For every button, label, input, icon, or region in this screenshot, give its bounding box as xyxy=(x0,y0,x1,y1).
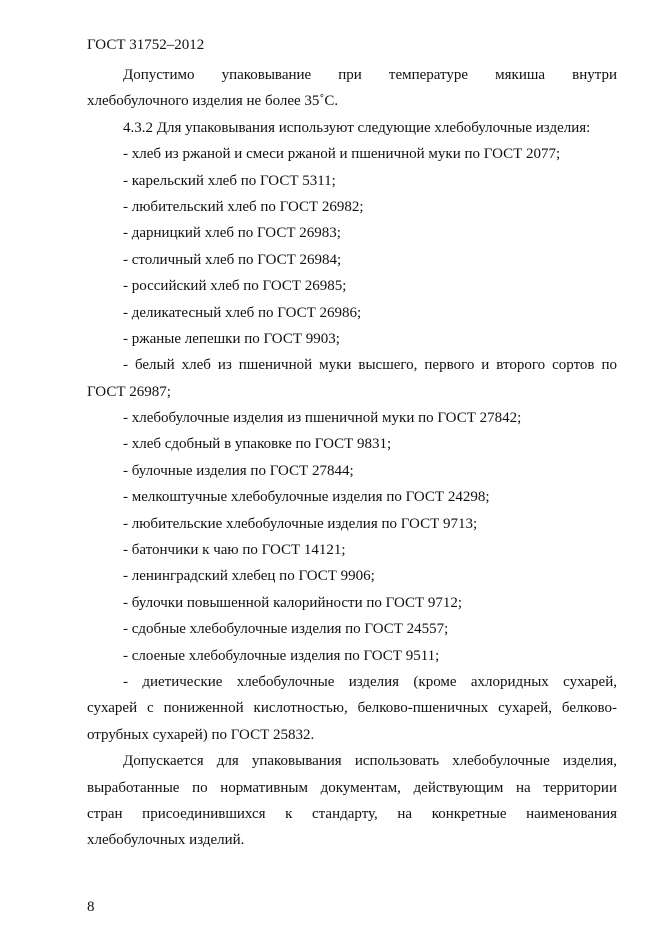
list-item: - батончики к чаю по ГОСТ 14121; xyxy=(123,542,346,559)
list-item: - ленинградский хлебец по ГОСТ 9906; xyxy=(123,568,375,585)
list-item: - сдобные хлебобулочные изделия по ГОСТ 24557; xyxy=(123,621,449,638)
list-item: - деликатесный хлеб по ГОСТ 26986; xyxy=(123,304,362,321)
list-item: - российский хлеб по ГОСТ 26985; xyxy=(123,278,347,295)
list-item: - столичный хлеб по ГОСТ 26984; xyxy=(123,251,342,268)
list-item: - ржаные лепешки по ГОСТ 9903; xyxy=(123,330,340,347)
list-item: - булочные изделия по ГОСТ 27844; xyxy=(123,462,354,479)
paragraph-line: Допускается для упаковывания использовать хлебобулочные изделия, xyxy=(123,753,617,770)
list-item: - мелкоштучные хлебобулочные изделия по ГОСТ 24298; xyxy=(123,489,490,506)
list-item-continuation: ГОСТ 26987; xyxy=(87,383,171,400)
document-code-header: ГОСТ 31752–2012 xyxy=(87,37,205,53)
section-heading-line: 4.3.2 Для упаковывания используют следующие хлебобулочные изделия: xyxy=(123,119,591,136)
list-item: - любительские хлебобулочные изделия по ГОСТ 9713; xyxy=(123,515,478,532)
document-body xyxy=(87,62,617,854)
list-item: - белый хлеб из пшеничной муки высшего, первого и второго сортов по xyxy=(123,357,617,374)
paragraph-line: Допустимо упаковывание при температуре мякиша внутри xyxy=(123,67,617,83)
list-item: - хлеб сдобный в упаковке по ГОСТ 9831; xyxy=(123,436,392,453)
list-item-continuation: сухарей с пониженной кислотностью, белково-пшеничных сухарей, белково- xyxy=(87,700,617,717)
list-item: - хлеб из ржаной и смеси ржаной и пшеничной муки по ГОСТ 2077; xyxy=(123,146,561,163)
list-item: - любительский хлеб по ГОСТ 26982; xyxy=(123,198,364,215)
paragraph-line: хлебобулочного изделия не более 35˚С. xyxy=(87,93,339,110)
paragraph-line: выработанные по нормативным документам, действующим на территории xyxy=(87,779,617,796)
list-item-continuation: отрубных сухарей) по ГОСТ 25832. xyxy=(87,726,315,743)
list-item: - булочки повышенной калорийности по ГОСТ 9712; xyxy=(123,594,463,611)
page-number: 8 xyxy=(87,899,95,915)
list-item: - карельский хлеб по ГОСТ 5311; xyxy=(123,172,336,189)
paragraph-line: стран присоединившихся к стандарту, на конкретные наименования xyxy=(87,805,617,822)
paragraph-line: хлебобулочных изделий. xyxy=(87,832,245,849)
list-item: - хлебобулочные изделия из пшеничной муки по ГОСТ 27842; xyxy=(123,410,522,427)
list-item: - дарницкий хлеб по ГОСТ 26983; xyxy=(123,225,341,242)
list-item: - диетические хлебобулочные изделия (кроме ахлоридных сухарей, xyxy=(123,673,617,690)
list-item: - слоеные хлебобулочные изделия по ГОСТ 9511; xyxy=(123,647,440,664)
